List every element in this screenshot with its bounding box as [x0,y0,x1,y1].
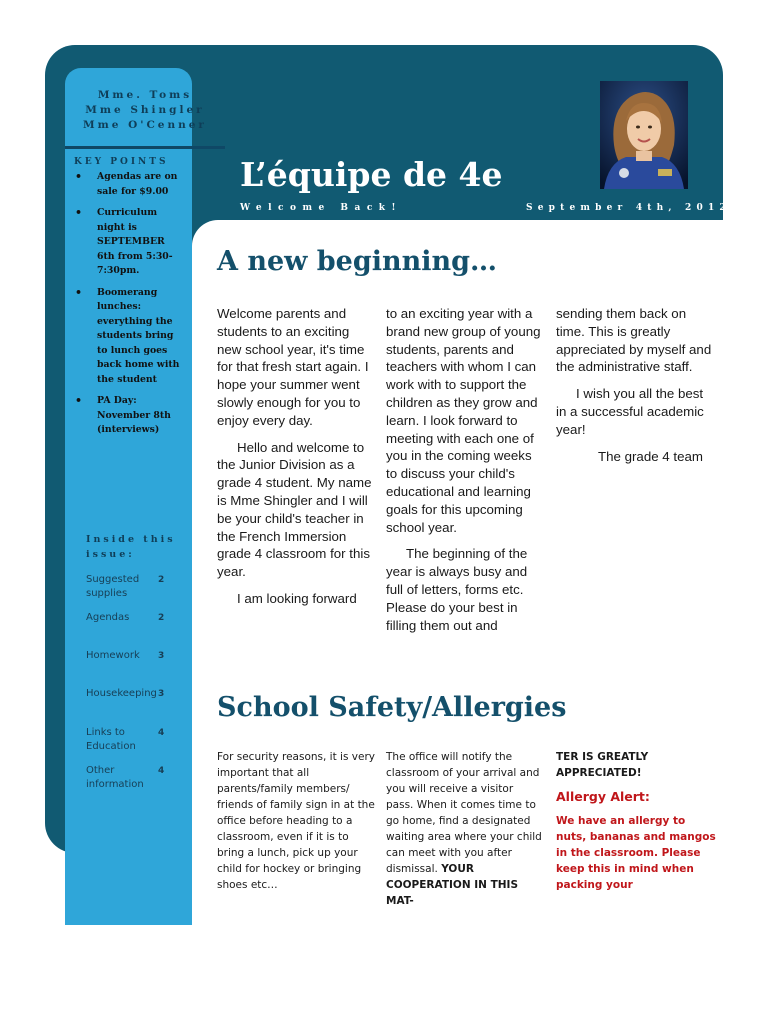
paragraph: sending them back on time. This is greatly appreciated by myself and the administrative staff. [556,306,712,375]
article-column [386,305,544,643]
toc-page: 4 [158,766,165,776]
paragraph: The beginning of the year is always busy and full of letters, forms etc. Please do your best in filling them out and [386,546,528,633]
toc-label: Housekeeping [86,688,157,699]
teacher-photo [600,81,688,189]
welcome-tagline: Welcome Back! [240,203,402,213]
key-points-title: KEY POINTS [74,157,169,167]
toc-item [86,726,186,754]
sidebar-divider [65,146,225,149]
paragraph [386,749,542,909]
paragraph: For security reasons, it is very important that all parents/family members/ friends of family sign in at the office before heading to a classroom, even if it is to bring a lunch, pick up your child for hockey or bringing shoes etc… [217,751,375,891]
toc-page: 2 [158,575,165,585]
toc-item [86,764,186,792]
portrait-image [600,81,688,189]
teacher-name: Mme. Toms [97,89,193,101]
allergy-alert-title: Allergy Alert: [556,789,650,804]
list-item: • Curriculum night is SEPTEMBER 6th from 5:30-7:30pm. [74,206,184,279]
paragraph: I wish you all the best in a successful academic year! [556,386,704,437]
paragraph: to an exciting year with a brand new group of young students, parents and teachers with whom I can work with to support the children as they grow and learn. I look forward to meeting with each one of you in the coming weeks to discuss your child's educational and learning goals for this upcoming school year. [386,306,541,535]
article-column [556,305,716,474]
article-column [556,749,716,893]
key-points-list [74,170,184,445]
issue-date: September 4th, 2012 [526,203,731,213]
bold-notice: YOUR COOPERATION IN THIS MAT- [386,863,519,907]
signature: The grade 4 team [598,448,703,464]
list-item: • PA Day: November 8th (interviews) [74,394,184,438]
teacher-name: Mme O'Cenner [83,119,207,131]
toc-item [86,611,186,625]
paragraph-text: The office will notify the classroom of your arrival and you will receive a visitor pass. When it comes time to go home, find a designated waiting area where your child can meet with you after dismissal. [386,751,542,875]
list-item: • Boomerang lunches: everything the students bring to lunch goes back home with the student [74,286,184,388]
toc-page: 4 [158,728,165,738]
article-column [386,749,542,909]
list-item: • Agendas are on sale for $9.00 [74,170,184,199]
paragraph: Hello and welcome to the Junior Division as a grade 4 student. My name is Mme Shingler and I will be your child's teacher in the French Immersion grade 4 classroom for this year. [217,439,372,580]
paragraph: Welcome parents and students to an exciting new school year, it's time for that fresh start again. I hope your summer went slowly enough for you to enjoy every day. [217,306,369,428]
article-heading: A new beginning… [217,246,498,277]
article-column [217,305,375,617]
teacher-names [65,88,225,133]
inside-issue-title: Inside this issue: [86,534,176,560]
toc-item [86,573,186,601]
article-column [217,749,375,893]
toc-page: 2 [158,613,165,623]
paragraph: I am looking forward [237,590,357,606]
toc-item [86,687,186,701]
article-heading: School Safety/Allergies [217,692,567,723]
toc-item [86,649,186,663]
toc-label: Links to Education [86,727,136,752]
toc-label: Homework [86,650,140,661]
toc-page: 3 [158,651,165,661]
newsletter-title: L’équipe de 4e [240,155,503,194]
teacher-name: Mme Shingler [85,104,205,116]
allergy-alert-text: We have an allergy to nuts, bananas and mangos in the classroom. Please keep this in mind when packing your [556,815,716,891]
bold-notice: TER IS GREATLY APPRECIATED! [556,751,649,779]
toc-label: Agendas [86,612,130,623]
toc-label: Suggested supplies [86,574,140,599]
toc-page: 3 [158,689,165,699]
toc-label: Other information [86,765,144,790]
